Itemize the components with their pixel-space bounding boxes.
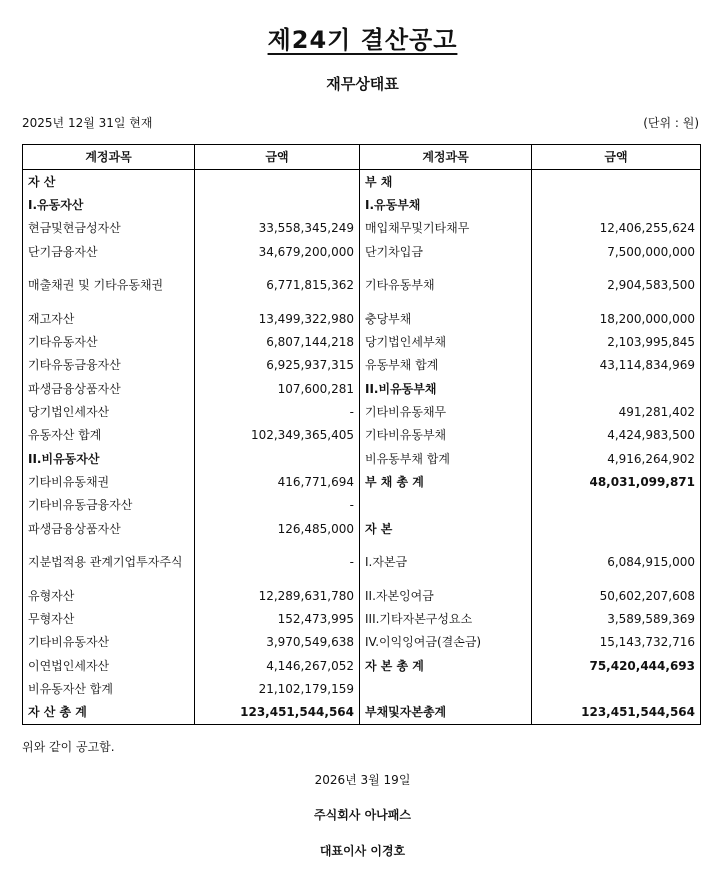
table-row [23,607,701,630]
account-right: 기타비유동부채 [360,424,532,447]
account-right [360,494,532,517]
table-row [23,470,701,493]
unit-label: (단위 : 원) [643,116,699,130]
table-row [23,424,701,447]
account-left: 무형자산 [23,607,195,630]
amount-right: 2,904,583,500 [532,263,701,307]
company-name: 주식회사 아나패스 [314,808,411,822]
header-amount-right: 금액 [532,145,701,170]
amount-left: 3,970,549,638 [195,631,360,654]
amount-right: 491,281,402 [532,400,701,423]
account-right: I.자본금 [360,540,532,584]
amount-left [195,447,360,470]
account-right: 충당부채 [360,307,532,330]
header-amount-left: 금액 [195,145,360,170]
as-of-date: 2025년 12월 31일 현재 [22,116,153,130]
amount-left: 123,451,544,564 [195,701,360,725]
table-row [23,193,701,216]
account-left: 기타비유동채권 [23,470,195,493]
table-row [23,240,701,263]
announcement-date: 2026년 3월 19일 [314,773,411,787]
announcement-title: 제24기 결산공고 [267,26,458,54]
statement-title: 재무상태표 [326,75,399,93]
account-left: 기타유동자산 [23,330,195,353]
amount-right: 4,916,264,902 [532,447,701,470]
account-left: 이연법인세자산 [23,654,195,677]
amount-left [195,193,360,216]
account-left: 자 산 총 계 [23,701,195,725]
amount-right [532,170,701,194]
account-left: I.유동자산 [23,193,195,216]
amount-left: 152,473,995 [195,607,360,630]
amount-left [195,170,360,194]
amount-right: 18,200,000,000 [532,307,701,330]
announcement-note: 위와 같이 공고함. [22,740,115,754]
account-right: I.유동부채 [360,193,532,216]
amount-left: - [195,540,360,584]
table-row [23,447,701,470]
account-right: 부 채 총 계 [360,470,532,493]
amount-right: 6,084,915,000 [532,540,701,584]
account-right: 비유동부채 합계 [360,447,532,470]
header-account-right: 계정과목 [360,145,532,170]
account-left: 유동자산 합계 [23,424,195,447]
account-right: 자 본 총 계 [360,654,532,677]
amount-right: 4,424,983,500 [532,424,701,447]
amount-right [532,494,701,517]
account-left: 현금및현금성자산 [23,217,195,240]
amount-right [532,677,701,700]
table-row [23,330,701,353]
account-right: IV.이익잉여금(결손금) [360,631,532,654]
table-row [23,354,701,377]
amount-right: 15,143,732,716 [532,631,701,654]
account-left: 자 산 [23,170,195,194]
table-row [23,307,701,330]
account-right [360,677,532,700]
account-left: 매출채권 및 기타유동채권 [23,263,195,307]
account-left: 기타비유동자산 [23,631,195,654]
account-left: 유형자산 [23,584,195,607]
amount-right: 50,602,207,608 [532,584,701,607]
account-right: II.자본잉여금 [360,584,532,607]
amount-right: 48,031,099,871 [532,470,701,493]
amount-left: 13,499,322,980 [195,307,360,330]
amount-left: 6,807,144,218 [195,330,360,353]
amount-left: 6,771,815,362 [195,263,360,307]
amount-left: 12,289,631,780 [195,584,360,607]
amount-left: - [195,400,360,423]
amount-left: 4,146,267,052 [195,654,360,677]
account-left: 단기금융자산 [23,240,195,263]
account-left: 파생금융상품자산 [23,377,195,400]
amount-left: 34,679,200,000 [195,240,360,263]
header-account-left: 계정과목 [23,145,195,170]
account-right: 부 채 [360,170,532,194]
table-header-row [23,145,701,170]
amount-left: 6,925,937,315 [195,354,360,377]
account-left: 지분법적용 관계기업투자주식 [23,540,195,584]
table-row [23,540,701,584]
amount-right: 2,103,995,845 [532,330,701,353]
account-right: 부채및자본총계 [360,701,532,725]
balance-sheet-table [22,144,701,725]
table-row [23,170,701,194]
amount-left: 107,600,281 [195,377,360,400]
amount-left: 33,558,345,249 [195,217,360,240]
amount-right [532,517,701,540]
table-row [23,377,701,400]
account-left: 파생금융상품자산 [23,517,195,540]
account-left: 재고자산 [23,307,195,330]
table-row [23,263,701,307]
amount-left: 416,771,694 [195,470,360,493]
table-row [23,217,701,240]
account-left: 기타비유동금융자산 [23,494,195,517]
account-right: II.비유동부채 [360,377,532,400]
amount-right: 12,406,255,624 [532,217,701,240]
amount-left: 21,102,179,159 [195,677,360,700]
account-left: 비유동자산 합계 [23,677,195,700]
account-left: II.비유동자산 [23,447,195,470]
amount-right [532,377,701,400]
table-row [23,494,701,517]
ceo-name: 대표이사 이경호 [319,844,406,858]
amount-right [532,193,701,216]
amount-right: 43,114,834,969 [532,354,701,377]
account-right: 기타유동부채 [360,263,532,307]
table-row [23,701,701,725]
amount-left: 126,485,000 [195,517,360,540]
amount-right: 7,500,000,000 [532,240,701,263]
table-row [23,677,701,700]
table-row [23,400,701,423]
account-right: 유동부채 합계 [360,354,532,377]
table-row [23,654,701,677]
account-right: 기타비유동채무 [360,400,532,423]
account-right: 자 본 [360,517,532,540]
amount-left: - [195,494,360,517]
amount-right: 75,420,444,693 [532,654,701,677]
amount-left: 102,349,365,405 [195,424,360,447]
table-row [23,517,701,540]
amount-right: 3,589,589,369 [532,607,701,630]
account-right: 단기차입금 [360,240,532,263]
account-right: 당기법인세부채 [360,330,532,353]
table-row [23,631,701,654]
account-right: 매입채무및기타채무 [360,217,532,240]
account-left: 기타유동금융자산 [23,354,195,377]
account-left: 당기법인세자산 [23,400,195,423]
amount-right: 123,451,544,564 [532,701,701,725]
account-right: III.기타자본구성요소 [360,607,532,630]
table-row [23,584,701,607]
